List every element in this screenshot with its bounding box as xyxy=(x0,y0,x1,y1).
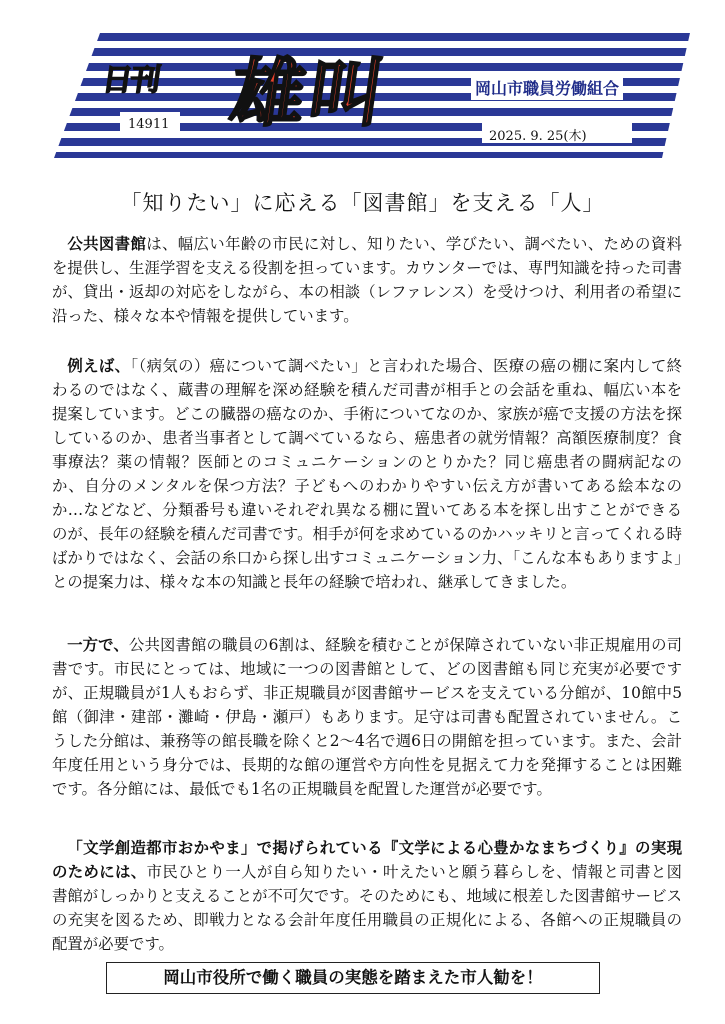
paragraph-lead: 一方で、 xyxy=(67,636,129,654)
paragraph-lead: 例えば、 xyxy=(67,357,131,375)
paragraph-text: 市民ひとり一人が自ら知りたい・叶えたいと願う暮らしを、情報と司書と図書館がしっかりと支えることが不可欠です。そのためにも、地域に根差した図書館サービスの充実を図るため、即戦力となる会計年度任用職員の正規化による、各館への正規職員の配置が必要です。 xyxy=(52,863,682,953)
organization-name: 岡山市職員労働組合 xyxy=(471,75,623,100)
paragraph-on-the-other-hand xyxy=(52,633,682,801)
paragraph-lead: 「文学創造都市おかやま」で掲げられている『文学による心豊かなまちづくり』の実現のためには、 xyxy=(52,839,682,881)
callout-box: 岡山市役所で働く職員の実態を踏まえた市人勧を！ xyxy=(106,962,600,994)
issue-number: 14911 xyxy=(128,117,170,132)
paragraph-example xyxy=(52,354,682,594)
paragraph-text: 「（病気の）癌について調べたい」と言われた場合、医療の癌の棚に案内して終わるのではなく、蔵書の理解を深め経験を積んだ司書が相手との会話を重ね、幅広い本を提案しています。どこの臓器の癌なのか、手術についてなのか、家族が癌で支援の方法を探しているのか、患者当事者として調べているなら、癌患者の就労情報？高額医療制度？食事療法？薬の情報？医師とのコミュニケーションのとりかた？同じ癌患者の闘病記なのか、自分のメンタルを保つ方法？子どもへのわかりやすい伝え方が書いてある絵本なのか…などなど、分類番号も違いそれぞれ異なる棚に置いてある本を探し出すことができるのが、長年の経験を積んだ司書です。相手が何を求めているのかハッキリと言ってくれる時ばかりではなく、会話の糸口から探し出すコミュニケーション力、「こんな本もありますよ」との提案力は、様々な本の知識と長年の経験で培われ、継承してきました。 xyxy=(52,357,682,591)
paragraph-public-library xyxy=(52,232,682,328)
headline: 「知りたい」に応える「図書館」を支える「人」 xyxy=(120,191,605,215)
issue-date: 2025. 9. 25(木) xyxy=(489,129,587,144)
paragraph-literary-city xyxy=(52,836,682,956)
masthead-title-main: 雄叫 xyxy=(225,51,394,137)
paragraph-lead: 公共図書館 xyxy=(67,235,147,253)
masthead xyxy=(0,0,725,170)
masthead-title-daily: 日刊 xyxy=(100,63,161,98)
paragraph-text: は、幅広い年齢の市民に対し、知りたい、学びたい、調べたい、ための資料を提供し、生涯学習を支える役割を担っています。カウンターでは、専門知識を持った司書が、貸出・返却の対応をしながら、本の相談（レファレンス）を受けつけ、利用者の希望に沿った、様々な本や情報を提供しています。 xyxy=(52,235,682,325)
paragraph-text: 公共図書館の職員の6割は、経験を積むことが保障されていない非正規雇用の司書です。市民にとっては、地域に一つの図書館として、どの図書館も同じ充実が必要ですが、正規職員が1人もおらず、非正規職員が図書館サービスを支えている分館が、10館中5館（御津・建部・灘崎・伊島・瀬戸）もあります。足守は司書も配置されていません。こうした分館は、兼務等の館長職を除くと2～4名で週6日の開館を担っています。また、会計年度任用という身分では、長期的な館の運営や方向性を見据えて力を発揮することは困難です。各分館には、最低でも1名の正規職員を配置した運営が必要です。 xyxy=(52,636,682,798)
